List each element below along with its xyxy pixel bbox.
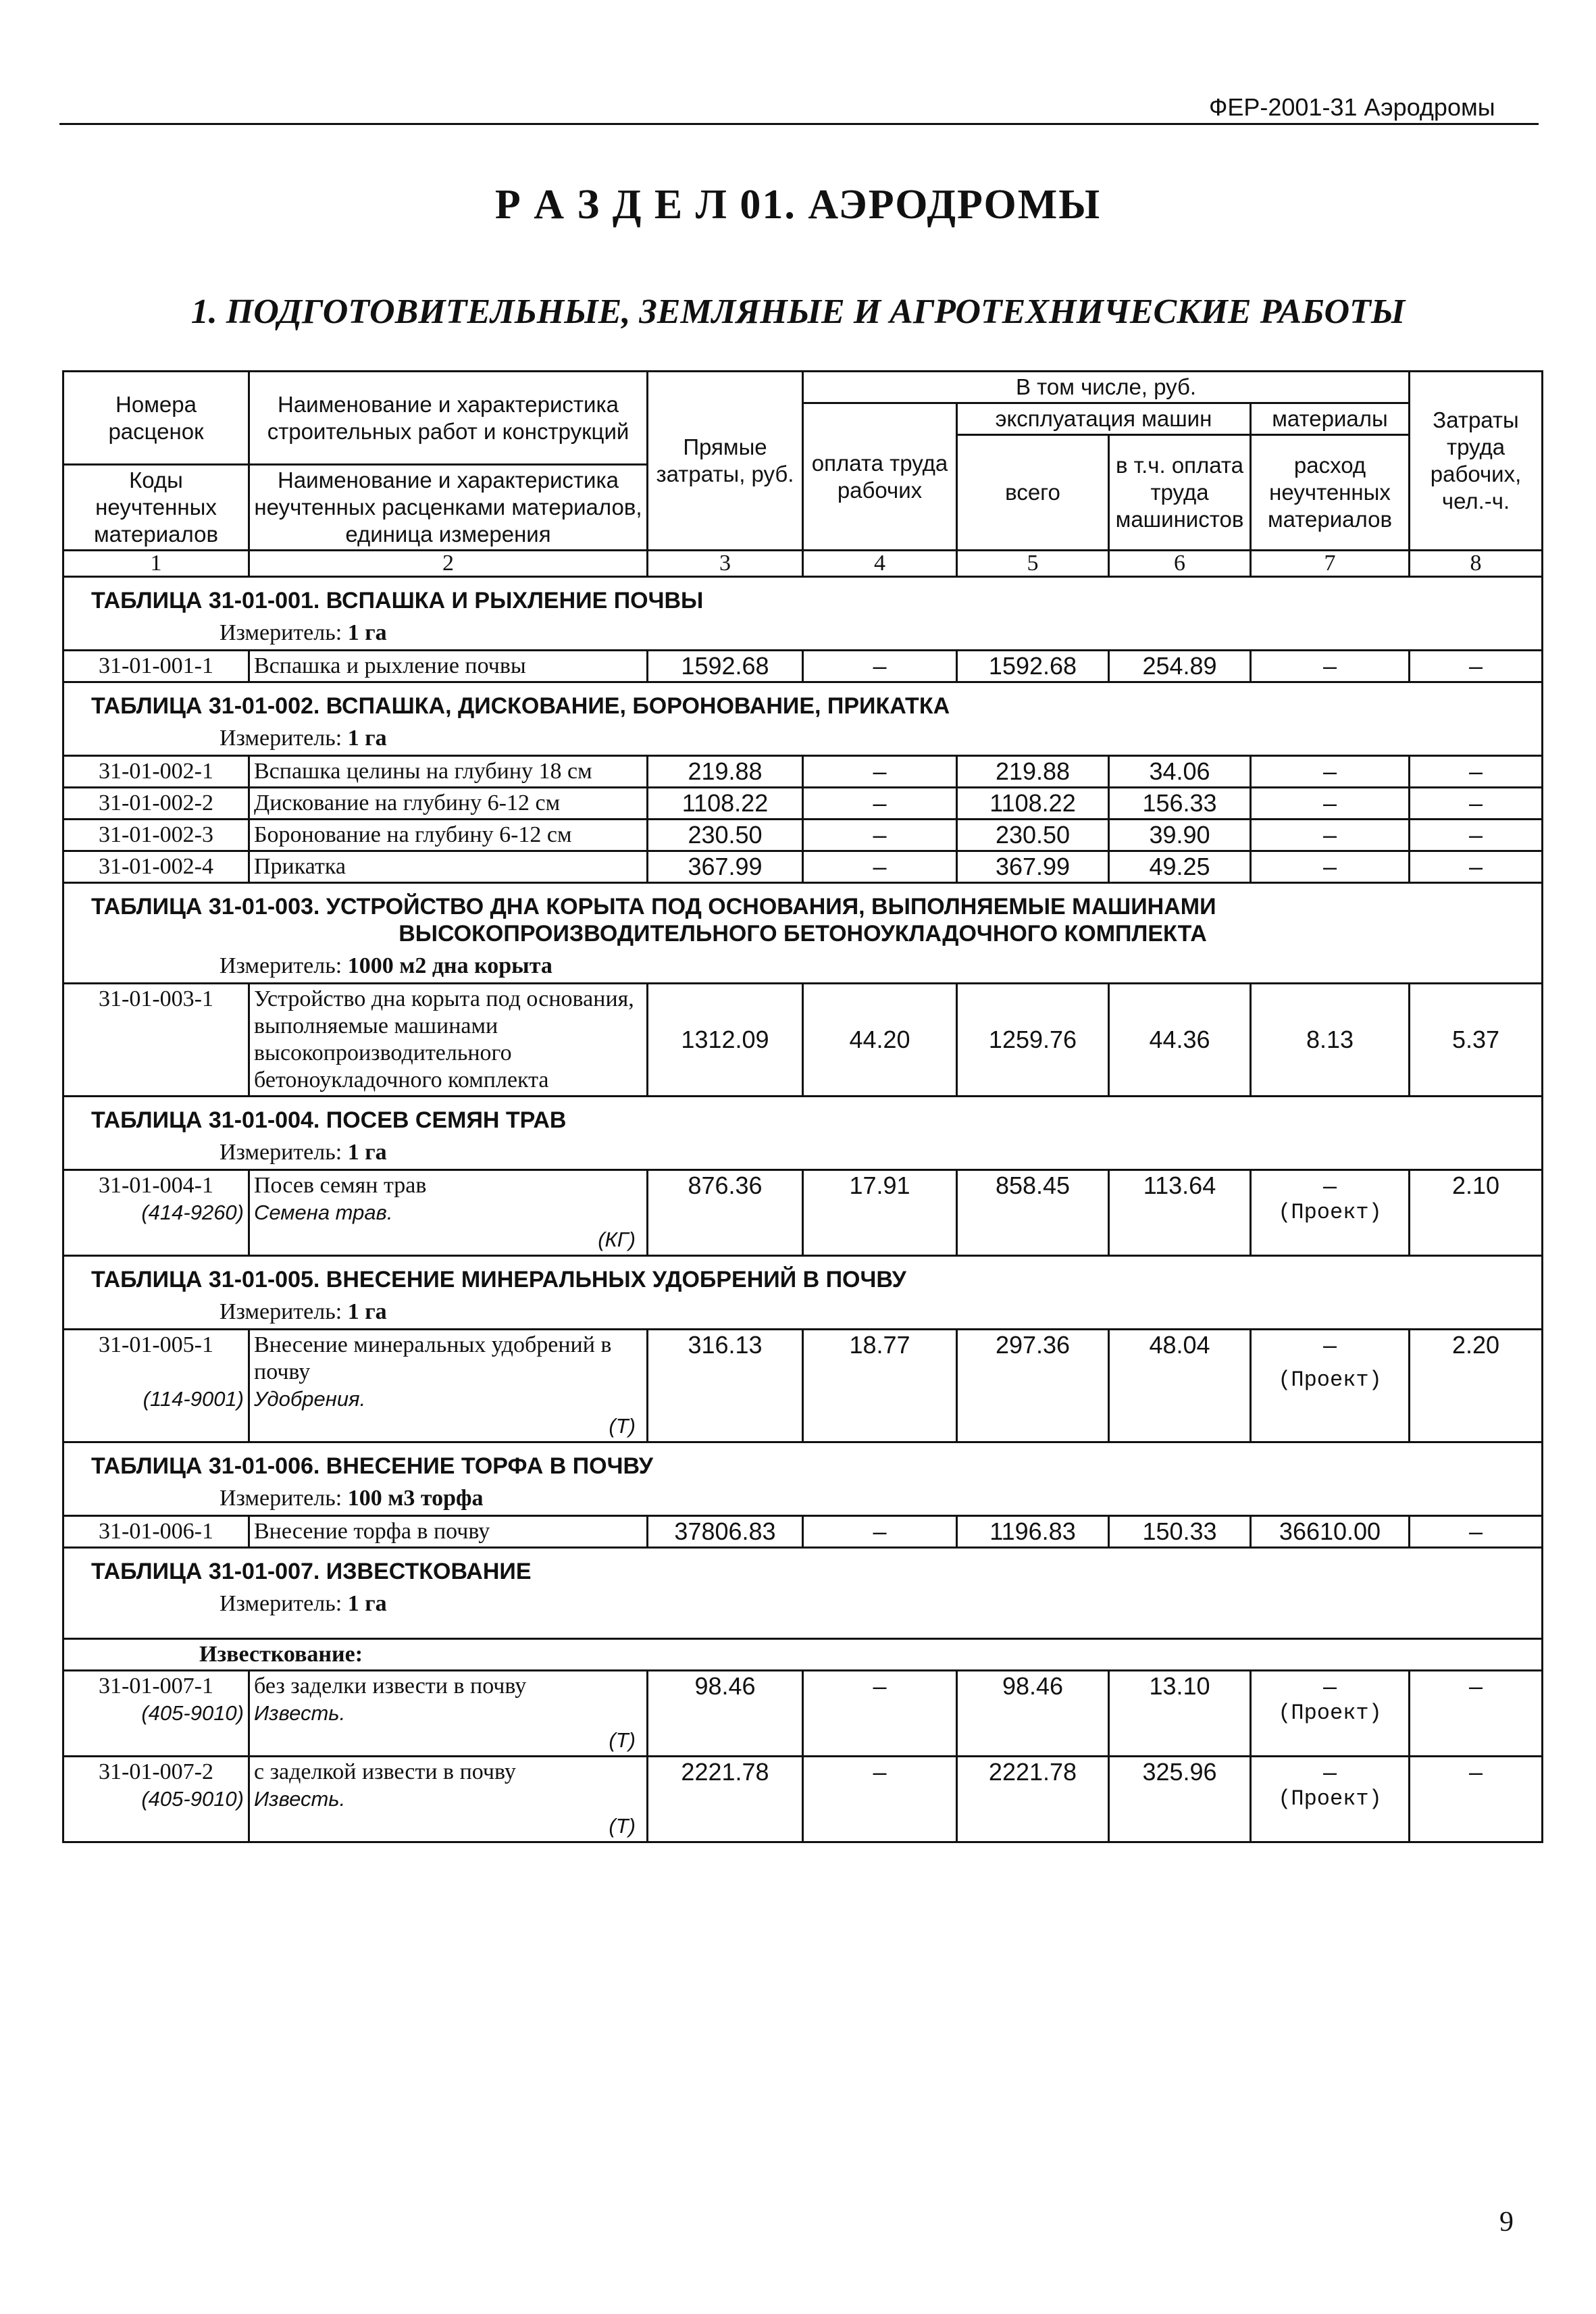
work-name: Вспашка и рыхление почвы	[249, 651, 648, 682]
meter-label: Измеритель:	[220, 1299, 342, 1324]
worker-pay: –	[803, 1757, 957, 1842]
materials: –	[1251, 851, 1410, 883]
direct-costs: 98.46	[648, 1671, 803, 1757]
materials: –	[1251, 788, 1410, 820]
meter-value: 1 га	[347, 1299, 387, 1324]
rate-code: 31-01-002-2	[63, 788, 249, 820]
col-header-unaccounted-materials: расход неучтенных материалов	[1251, 435, 1410, 551]
work-name-cell	[249, 1671, 648, 1757]
meter-value: 1000 м2 дна корыта	[347, 953, 552, 978]
project-note: (Проект)	[1278, 1701, 1382, 1726]
direct-costs: 219.88	[648, 756, 803, 788]
section-title: Р А З Д Е Л 01. АЭРОДРОМЫ	[494, 182, 1102, 228]
rate-code: 31-01-007-1	[99, 1674, 213, 1699]
table-row	[63, 756, 1543, 788]
machines-total: 1259.76	[957, 984, 1109, 1097]
direct-costs: 316.13	[648, 1330, 803, 1442]
operator-pay: 325.96	[1109, 1757, 1251, 1842]
operator-pay: 49.25	[1109, 851, 1251, 883]
table-title: ТАБЛИЦА 31-01-006. ВНЕСЕНИЕ ТОРФА В ПОЧВУ	[63, 1442, 1543, 1483]
group-title: Известкование:	[63, 1639, 1543, 1671]
project-note: (Проект)	[1278, 1367, 1382, 1392]
work-name: без заделки извести в почву	[254, 1674, 527, 1699]
table-title: ТАБЛИЦА 31-01-007. ИЗВЕСТКОВАНИЕ	[63, 1548, 1543, 1588]
table-row	[63, 651, 1543, 682]
work-name: с заделкой извести в почву	[254, 1759, 516, 1784]
worker-pay: –	[803, 1516, 957, 1548]
labor-hours: –	[1410, 1671, 1543, 1757]
labor-hours: –	[1410, 820, 1543, 851]
rate-code: 31-01-002-3	[63, 820, 249, 851]
rate-code-cell	[63, 1170, 249, 1256]
rate-code: 31-01-001-1	[63, 651, 249, 682]
rate-code: 31-01-004-1	[99, 1173, 213, 1198]
machines-total: 1108.22	[957, 788, 1109, 820]
direct-costs: 1312.09	[648, 984, 803, 1097]
table-row	[63, 1330, 1543, 1442]
col-header-operator-pay: в т.ч. оплата труда машинистов	[1109, 435, 1251, 551]
meter-value: 1 га	[347, 726, 387, 751]
operator-pay: 13.10	[1109, 1671, 1251, 1757]
material-unit: (Т)	[609, 1814, 636, 1838]
direct-costs: 2221.78	[648, 1757, 803, 1842]
work-name-cell	[249, 1170, 648, 1256]
table-row	[63, 1671, 1543, 1757]
table-title-line-2: ВЫСОКОПРОИЗВОДИТЕЛЬНОГО БЕТОНОУКЛАДОЧНОГО КОМПЛЕКТА	[398, 921, 1207, 947]
col-header-direct-costs: Прямые затраты, руб.	[648, 372, 803, 551]
materials: –	[1322, 1758, 1337, 1786]
col-header-machines: эксплуатация машин	[957, 403, 1251, 435]
material-code: (405-9010)	[141, 1701, 244, 1725]
operator-pay: 48.04	[1109, 1330, 1251, 1442]
column-number: 4	[803, 551, 957, 577]
work-name: Устройство дна корыта под основания, выполняемые машинами высокопроизводительного бетоноукладочного комплекта	[249, 984, 648, 1097]
work-name-cell	[249, 1757, 648, 1842]
table-row	[63, 1757, 1543, 1842]
machines-total: 1592.68	[957, 651, 1109, 682]
direct-costs: 37806.83	[648, 1516, 803, 1548]
meter-label: Измеритель:	[220, 1486, 342, 1511]
work-name: Внесение торфа в почву	[249, 1516, 648, 1548]
materials: –	[1322, 1672, 1337, 1700]
col-header-material-codes: Коды неучтенных материалов	[63, 465, 249, 551]
rate-code-cell	[63, 1671, 249, 1757]
meter-label: Измеритель:	[220, 1591, 342, 1616]
rate-code-cell	[63, 1330, 249, 1442]
labor-hours: –	[1410, 1516, 1543, 1548]
column-number: 1	[63, 551, 249, 577]
table-row	[63, 851, 1543, 883]
worker-pay: –	[803, 820, 957, 851]
machines-total: 2221.78	[957, 1757, 1109, 1842]
rate-code: 31-01-005-1	[99, 1332, 213, 1357]
col-header-labor-hours: Затраты труда рабочих, чел.-ч.	[1410, 372, 1543, 551]
material-code: (414-9260)	[141, 1201, 244, 1224]
materials-cell	[1251, 1330, 1410, 1442]
table-title	[63, 883, 1543, 951]
table-row	[63, 1170, 1543, 1256]
material-unit: (Т)	[609, 1414, 636, 1438]
worker-pay: –	[803, 651, 957, 682]
direct-costs: 367.99	[648, 851, 803, 883]
material-code: (114-9001)	[143, 1387, 244, 1411]
labor-hours: 2.20	[1410, 1330, 1543, 1442]
material-name: Известь.	[254, 1701, 346, 1725]
project-note: (Проект)	[1278, 1200, 1382, 1225]
meter-value: 1 га	[347, 1140, 387, 1165]
materials: –	[1322, 1172, 1337, 1199]
rate-code: 31-01-002-1	[63, 756, 249, 788]
running-header: ФЕР-2001-31 Аэродромы	[1209, 93, 1495, 121]
meter-value: 100 м3 торфа	[347, 1486, 484, 1511]
work-name: Боронование на глубину 6-12 см	[249, 820, 648, 851]
col-header-work-name: Наименование и характеристика строительных работ и конструкций	[249, 372, 648, 465]
column-number: 5	[957, 551, 1109, 577]
rate-code: 31-01-003-1	[63, 984, 249, 1097]
labor-hours: –	[1410, 1757, 1543, 1842]
col-header-machines-total: всего	[957, 435, 1109, 551]
work-name: Прикатка	[249, 851, 648, 883]
machines-total: 98.46	[957, 1671, 1109, 1757]
meter-label: Измеритель:	[220, 1140, 342, 1165]
rates-table	[62, 370, 1543, 1843]
meter-label: Измеритель:	[220, 726, 342, 751]
table-title-line-1: ТАБЛИЦА 31-01-003. УСТРОЙСТВО ДНА КОРЫТА ПОД ОСНОВАНИЯ, ВЫПОЛНЯЕМЫЕ МАШИНАМИ	[91, 894, 1216, 920]
worker-pay: 44.20	[803, 984, 957, 1097]
materials-cell	[1251, 1757, 1410, 1842]
subsection-title: 1. ПОДГОТОВИТЕЛЬНЫЕ, ЗЕМЛЯНЫЕ И АГРОТЕХНИЧЕСКИЕ РАБОТЫ	[190, 293, 1406, 331]
material-name: Удобрения.	[254, 1387, 366, 1411]
machines-total: 219.88	[957, 756, 1109, 788]
machines-total: 858.45	[957, 1170, 1109, 1256]
work-name: Дискование на глубину 6-12 см	[249, 788, 648, 820]
table-row	[63, 788, 1543, 820]
col-header-worker-pay: оплата труда рабочих	[803, 403, 957, 551]
table-meter	[63, 617, 1543, 651]
operator-pay: 39.90	[1109, 820, 1251, 851]
operator-pay: 254.89	[1109, 651, 1251, 682]
labor-hours: –	[1410, 851, 1543, 883]
col-header-material-name: Наименование и характеристика неучтенных расценками материалов, единица измерения	[249, 465, 648, 551]
table-meter	[63, 1588, 1543, 1639]
column-number: 8	[1410, 551, 1543, 577]
operator-pay: 44.36	[1109, 984, 1251, 1097]
column-numbers-row	[63, 551, 1543, 577]
column-number: 2	[249, 551, 648, 577]
machines-total: 1196.83	[957, 1516, 1109, 1548]
rate-code: 31-01-002-4	[63, 851, 249, 883]
direct-costs: 1592.68	[648, 651, 803, 682]
meter-value: 1 га	[347, 620, 387, 645]
worker-pay: –	[803, 756, 957, 788]
operator-pay: 34.06	[1109, 756, 1251, 788]
direct-costs: 876.36	[648, 1170, 803, 1256]
labor-hours: –	[1410, 756, 1543, 788]
labor-hours: 5.37	[1410, 984, 1543, 1097]
page-number: 9	[1499, 2207, 1514, 2238]
work-name-cell	[249, 1330, 648, 1442]
labor-hours: –	[1410, 651, 1543, 682]
rate-code: 31-01-006-1	[63, 1516, 249, 1548]
material-code: (405-9010)	[141, 1787, 244, 1811]
table-meter	[63, 950, 1543, 984]
column-number: 7	[1251, 551, 1410, 577]
direct-costs: 230.50	[648, 820, 803, 851]
operator-pay: 113.64	[1109, 1170, 1251, 1256]
table-title: ТАБЛИЦА 31-01-004. ПОСЕВ СЕМЯН ТРАВ	[63, 1097, 1543, 1137]
materials: 36610.00	[1251, 1516, 1410, 1548]
material-unit: (Т)	[609, 1728, 636, 1752]
meter-value: 1 га	[347, 1591, 387, 1616]
direct-costs: 1108.22	[648, 788, 803, 820]
col-header-including: В том числе, руб.	[803, 372, 1410, 403]
work-name: Внесение минеральных удобрений в почву	[254, 1332, 612, 1384]
rate-code: 31-01-007-2	[99, 1759, 213, 1784]
project-note: (Проект)	[1278, 1786, 1382, 1811]
worker-pay: –	[803, 851, 957, 883]
labor-hours: –	[1410, 788, 1543, 820]
table-meter	[63, 722, 1543, 756]
rate-code-cell	[63, 1757, 249, 1842]
worker-pay: –	[803, 788, 957, 820]
table-title: ТАБЛИЦА 31-01-002. ВСПАШКА, ДИСКОВАНИЕ, БОРОНОВАНИЕ, ПРИКАТКА	[63, 682, 1543, 723]
header-rule	[59, 123, 1539, 125]
materials-cell	[1251, 1671, 1410, 1757]
table-meter	[63, 1482, 1543, 1516]
material-unit: (КГ)	[598, 1228, 636, 1251]
col-header-rate-numbers: Номера расценок	[63, 372, 249, 465]
materials-cell	[1251, 1170, 1410, 1256]
machines-total: 367.99	[957, 851, 1109, 883]
worker-pay: 18.77	[803, 1330, 957, 1442]
meter-label: Измеритель:	[220, 953, 342, 978]
table-title: ТАБЛИЦА 31-01-001. ВСПАШКА И РЫХЛЕНИЕ ПОЧВЫ	[63, 577, 1543, 618]
materials: –	[1251, 756, 1410, 788]
work-name: Посев семян трав	[254, 1173, 427, 1198]
table-row	[63, 820, 1543, 851]
materials: –	[1322, 1331, 1337, 1359]
material-name: Семена трав.	[254, 1201, 393, 1224]
machines-total: 230.50	[957, 820, 1109, 851]
material-name: Известь.	[254, 1787, 346, 1811]
worker-pay: –	[803, 1671, 957, 1757]
column-number: 6	[1109, 551, 1251, 577]
machines-total: 297.36	[957, 1330, 1109, 1442]
col-header-materials: материалы	[1251, 403, 1410, 435]
table-title: ТАБЛИЦА 31-01-005. ВНЕСЕНИЕ МИНЕРАЛЬНЫХ УДОБРЕНИЙ В ПОЧВУ	[63, 1256, 1543, 1297]
labor-hours: 2.10	[1410, 1170, 1543, 1256]
materials: –	[1251, 820, 1410, 851]
operator-pay: 156.33	[1109, 788, 1251, 820]
column-number: 3	[648, 551, 803, 577]
meter-label: Измеритель:	[220, 620, 342, 645]
operator-pay: 150.33	[1109, 1516, 1251, 1548]
table-row	[63, 1516, 1543, 1548]
worker-pay: 17.91	[803, 1170, 957, 1256]
materials: –	[1251, 651, 1410, 682]
table-meter	[63, 1296, 1543, 1330]
work-name: Вспашка целины на глубину 18 см	[249, 756, 648, 788]
table-row	[63, 984, 1543, 1097]
table-meter	[63, 1136, 1543, 1170]
materials: 8.13	[1251, 984, 1410, 1097]
